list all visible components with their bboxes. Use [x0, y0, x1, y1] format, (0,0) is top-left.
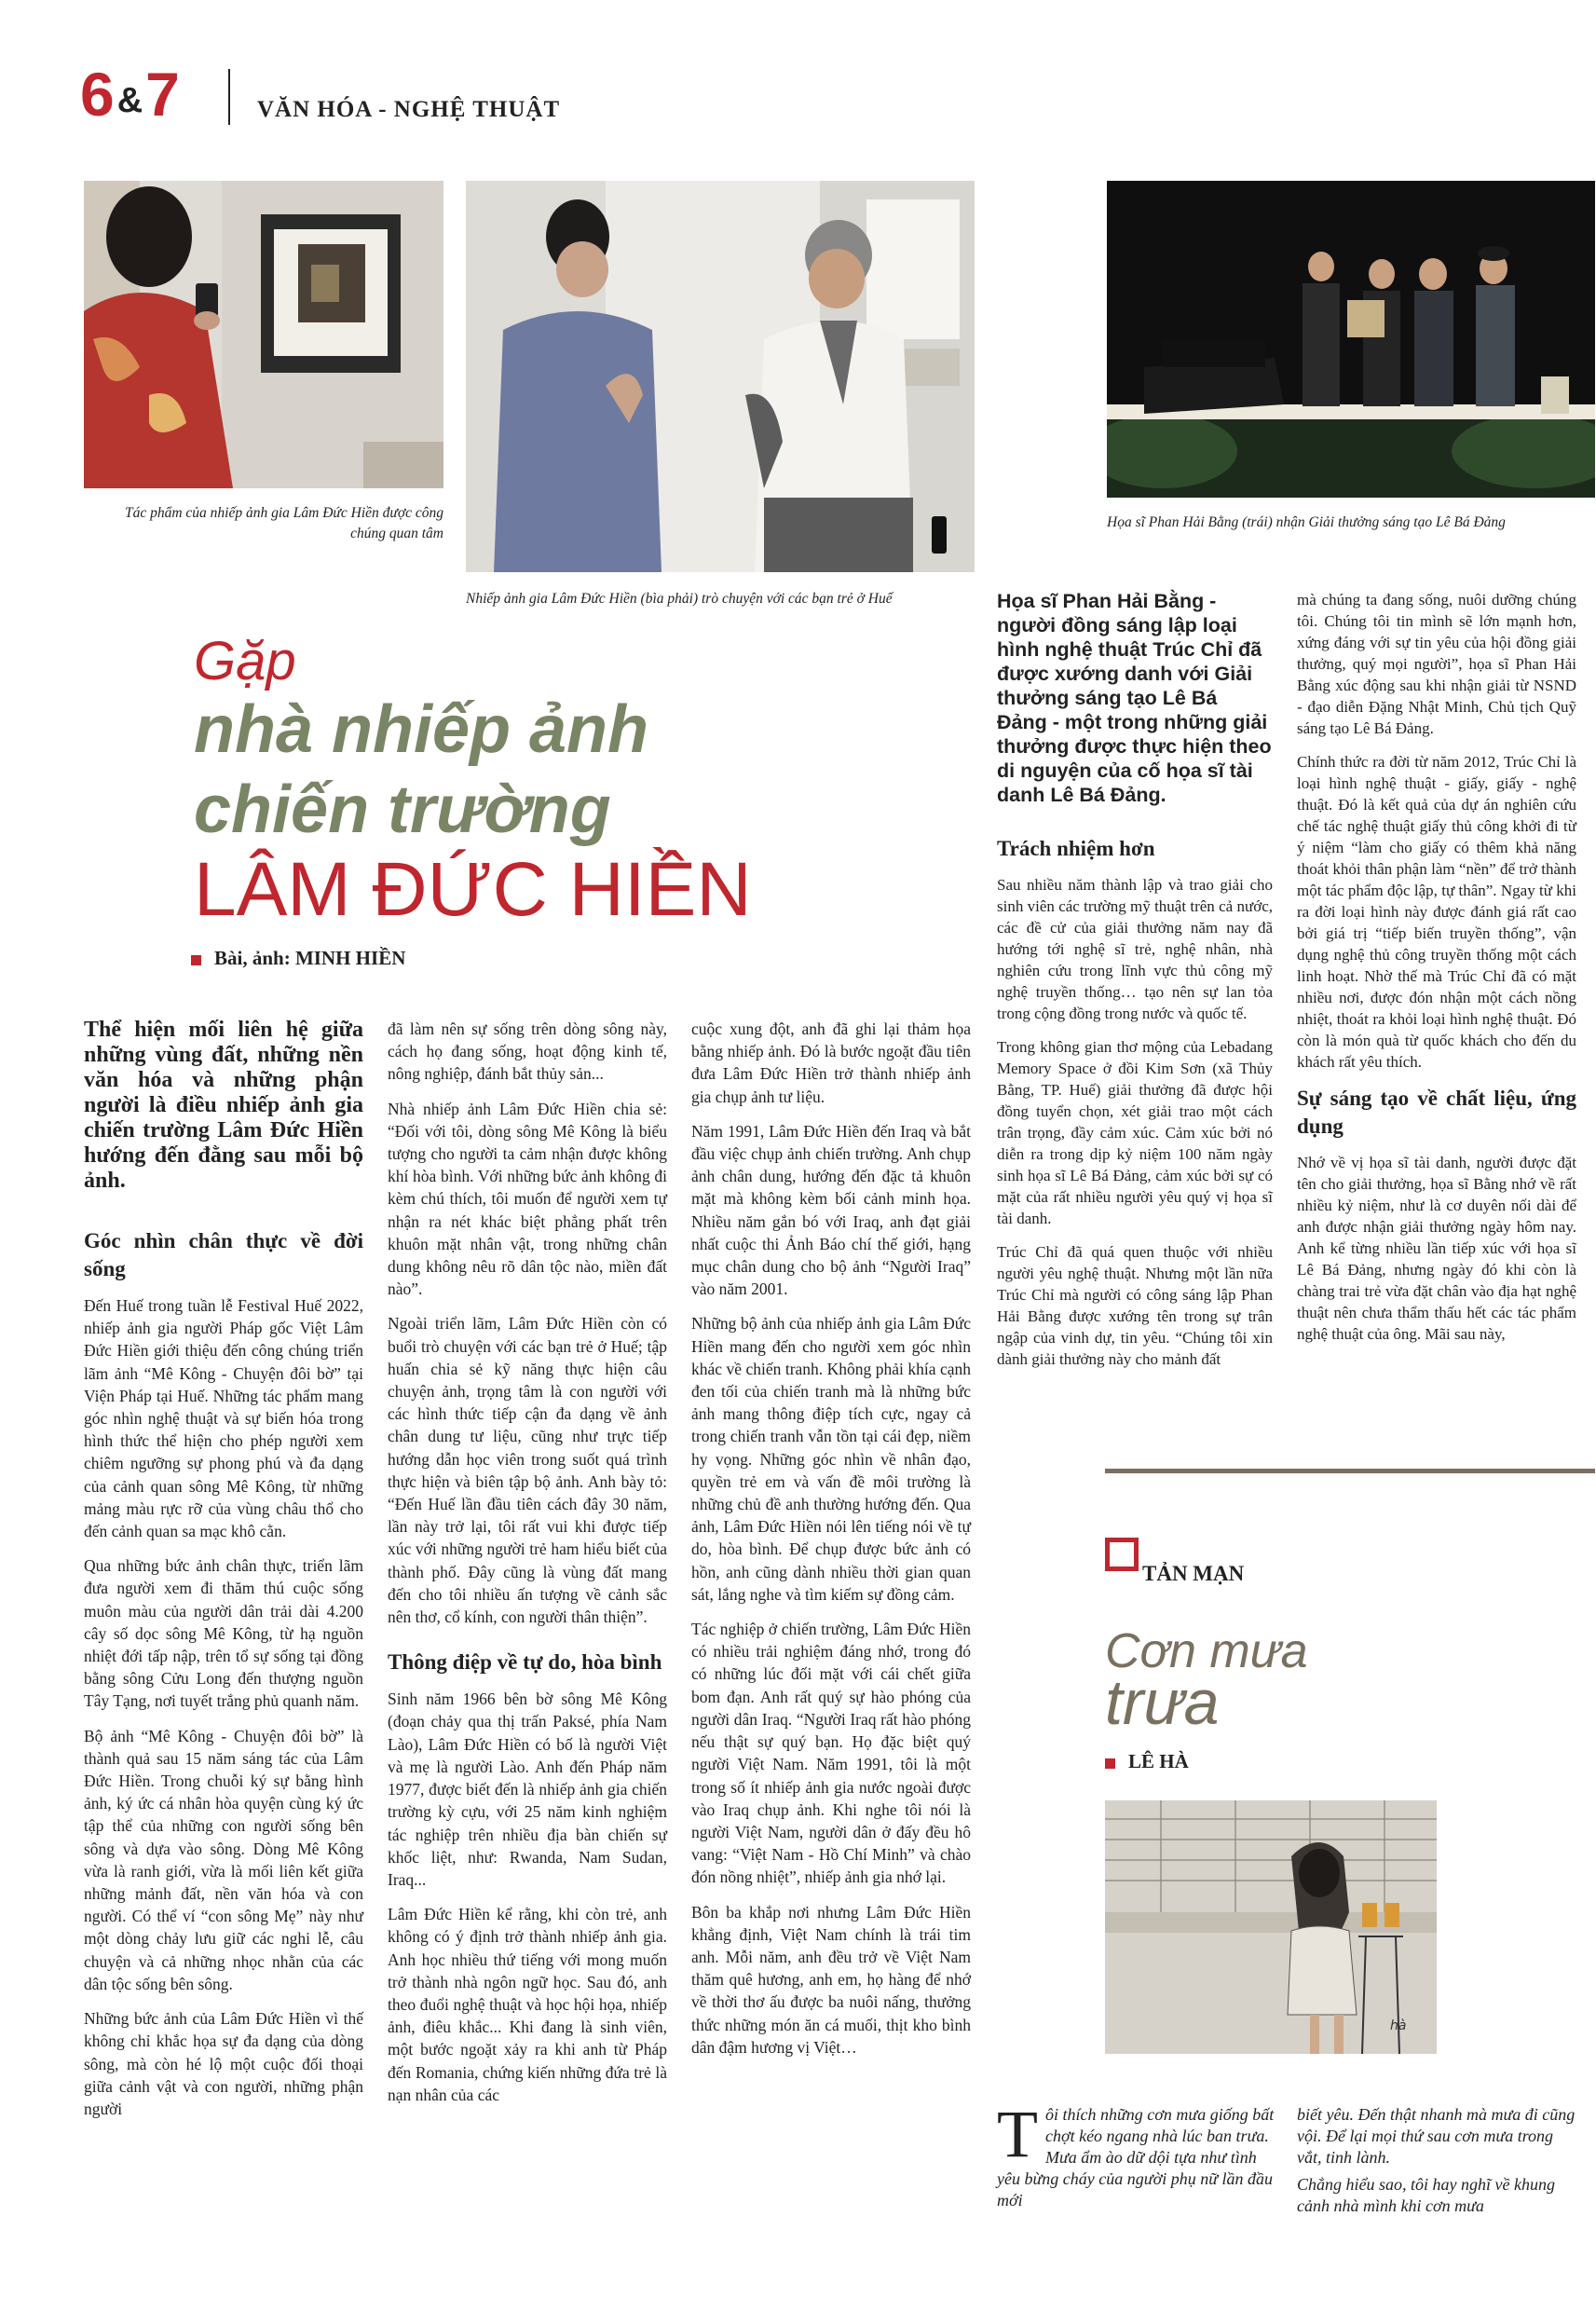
article-lead: Thể hiện mối liên hệ giữa những vùng đất, những nền văn hóa và những phận người là điều nhiếp ảnh gia chiến trường Lâm Đức Hiền hướng đến đằng sau mỗi bộ ảnh.	[84, 1018, 363, 1193]
paragraph: Bộ ảnh “Mê Kông - Chuyện đôi bờ” là thành quả sau 15 năm sáng tác của Lâm Đức Hiền. Trong chuỗi ký sự bằng hình ảnh, ký ức cá nhân hòa quyện cùng ký ức tập thể của những con người sống bên sông và dựa vào sông. Dòng Mê Kông vừa là ranh giới, vừa là mối liên kết giữa những mảnh đất, nền văn hóa và con người. Có thể ví “con sông Mẹ” này như một dòng chảy lưu giữ các nghi lễ, câu chuyện và cả những nhọc nhằn của các dân tộc sống bên sông.	[84, 1726, 363, 1993]
paragraph: Nhà nhiếp ảnh Lâm Đức Hiền chia sẻ: “Đối với tôi, dòng sông Mê Kông là biểu tượng cho người ta cảm nhận được không khí hòa bình. Với những bức ảnh không đi kèm chú thích, tôi muốn để người xem tự nhận ra nét khác biệt phẳng phất trên khuôn mặt nhân vật, trong những chân dung không nêu rõ dân tộc nào, miền đất nào”.	[388, 1099, 667, 1299]
paragraph: Qua những bức ảnh chân thực, triển lãm đưa người xem đi thăm thú cuộc sống muôn màu của người dân trải dài 4.200 cây số dọc sông Mê Kông, từ hạ nguồn nhiệt đới tấp nập, trên tổ sự sống tại đồng bằng sông Cửu Long đến thượng nguồn Tây Tạng, nơi tuyết trắng phủ quanh năm.	[84, 1556, 363, 1711]
title-line-2: chiến trường	[194, 773, 611, 847]
paragraph: mà chúng ta đang sống, nuôi dưỡng chúng tôi. Chúng tôi tin mình sẽ lớn mạnh hơn, xứng đáng với sự tin yêu của hội đồng giải thưởng, quý mọi người”, họa sĩ Phan Hải Bằng xúc động sau khi nhận giải từ NSND - đạo diễn Đặng Nhật Minh, Chủ tịch Quỹ sáng tạo Lê Bá Đảng.	[1297, 591, 1576, 737]
article-column-3	[691, 1018, 971, 2071]
tan-man-column-2	[1297, 2104, 1576, 2217]
paragraph: Bôn ba khắp nơi nhưng Lâm Đức Hiền khẳng định, Việt Nam chính là trái tim anh. Mỗi năm, anh đều trở về Việt Nam thăm quê hương, anh em, họ hàng để nhớ về thời thơ ấu được ba nuôi nấng, thưởng thức những món ăn cá muối, thịt kho bình dân đậm hương vị Việt…	[691, 1902, 971, 2057]
photo1-caption: Tác phẩm của nhiếp ảnh gia Lâm Đức Hiền được công chúng quan tâm	[124, 505, 443, 541]
photo-award-ceremony	[1107, 181, 1595, 498]
paragraph: Tác nghiệp ở chiến trường, Lâm Đức Hiền có nhiều trải nghiệm đáng nhớ, trong đó có những lúc đối mặt với cái chết giữa bom đạn. Anh rất quý sự hào phóng của người dân Iraq. “Người Iraq rất hào phóng nếu thật sự quý bạn. Họ đặc biệt quý người Việt Nam. Năm 1991, tôi là một trong số ít nhiếp ảnh gia nước ngoài được vào Iraq chụp ảnh. Khi nghe tôi nói là người Việt Nam, người dân ở đấy đều hô vang: “Việt Nam - Hồ Chí Minh” và chào đón nồng nhiệt”, nhiếp ảnh gia nhớ lại.	[691, 1620, 971, 1887]
second-article-column-1	[997, 589, 1273, 1382]
tan-man-divider	[1105, 1469, 1595, 1473]
second-subhead-1: Trách nhiệm hơn	[997, 837, 1155, 860]
paragraph: Lâm Đức Hiền kể rằng, khi còn trẻ, anh không có ý định trở thành nhiếp ảnh gia. Anh học nhiều thứ tiếng với mong muốn trở thành nhà ngôn ngữ học. Sau đó, anh theo đuổi nghệ thuật và học hội họa, nhiếp ảnh, điêu khắc... Khi đang là sinh viên, một bước ngoặt xảy ra khi anh từ Pháp đến Romania, chứng kiến những đứa trẻ là nạn nhân của các	[388, 1905, 667, 2104]
photo3-caption: Họa sĩ Phan Hải Bằng (trái) nhận Giải thưởng sáng tạo Lê Bá Đảng	[1107, 514, 1506, 530]
tan-man-column-1	[997, 2097, 1276, 2211]
paragraph: biết yêu. Đến thật nhanh mà mưa đi cũng vội. Để lại mọi thứ sau cơn mưa trong vắt, tinh lành.	[1297, 2105, 1576, 2167]
paragraph: Nhớ về vị họa sĩ tài danh, người được đặt tên cho giải thưởng, họa sĩ Bằng nhớ về rất nhiều kỷ niệm, như là cơ duyên nối dài để anh được nhận giải thưởng ngày hôm nay. Anh kể từng nhiều lần tiếp xúc với họa sĩ Lê Bá Đảng, nhưng ngày đó khi còn là chàng trai trẻ vừa đặt chân vào địa hạt nghệ thuật nên chưa thẩm thấu hết các tác phẩm nghệ thuật của ông. Mãi sau này,	[1297, 1154, 1576, 1343]
tan-man-title-1: Cơn mưa	[1105, 1624, 1308, 1678]
article-column-2	[388, 1018, 667, 2118]
article-title	[194, 690, 846, 850]
article-title-name: LÂM ĐỨC HIỀN	[194, 847, 752, 932]
paragraph: Sau nhiều năm thành lập và trao giải cho sinh viên các trường mỹ thuật trên cả nước, các đề cử của giải thưởng năm nay đã hướng tới nghệ sĩ trẻ, nghệ nhân, nhà nghiên cứu trong lĩnh vực thủ công mỹ nghệ truyền thống… tạo nên sự lan tỏa trong cộng đồng trong nước và quốc tế.	[997, 876, 1273, 1022]
paragraph: Đến Huế trong tuần lễ Festival Huế 2022, nhiếp ảnh gia người Pháp gốc Việt Lâm Đức Hiền giới thiệu đến công chúng triển lãm ảnh “Mê Kông - Chuyện đôi bờ” tại Viện Pháp tại Huế. Những tác phẩm mang góc nhìn nghệ thuật và sự biến hóa trong hình thức thể hiện cho phép người xem chiêm ngưỡng sự phong phú và đa dạng của cảnh quan sông Mê Kông, từ những mảng màu rực rỡ của vùng châu thổ cho đến cảnh quan sa mạc khô cằn.	[84, 1296, 363, 1541]
paragraph: cuộc xung đột, anh đã ghi lại thảm họa bằng nhiếp ảnh. Đó là bước ngoặt đầu tiên đưa Lâm Đức Hiền trở thành nhiếp ảnh gia chụp ảnh tư liệu.	[691, 1019, 971, 1106]
paragraph: Trong không gian thơ mộng của Lebadang Memory Space ở đồi Kim Sơn (xã Thủy Bằng, TP. Huế) giải thưởng đã được hội đồng tuyển chọn, xét giải trao một cách trân trọng, đầy cảm xúc. Cảm xúc bởi nó diễn ra trong dịp kỷ niệm 100 năm ngày sinh họa sĩ Lê Bá Đảng, cảm xúc bởi sự có mặt của rất nhiều người yêu quý vị họa sĩ tài danh.	[997, 1038, 1273, 1227]
subhead-1: Góc nhìn chân thực về đời sống	[84, 1229, 363, 1280]
second-article-body-1	[997, 835, 1273, 1370]
paragraph: đã làm nên sự sống trên dòng sông này, cách họ đang sống, hoạt động kinh tế, nông nghiệp, đánh bắt thủy sản...	[388, 1019, 667, 1084]
paragraph: Những bộ ảnh của nhiếp ảnh gia Lâm Đức Hiền mang đến cho người xem góc nhìn khác về chiến tranh. Không phải khía cạnh đen tối của chiến tranh mà là những bức ảnh mang thông điệp tích cực, ngay cả trong chiến tranh vẫn tồn tại cái đẹp, niềm hy vọng. Những góc nhìn về nhân đạo, quyền trẻ em và vấn đề môi trường là những chủ đề anh thường hướng đến. Qua ảnh, Lâm Đức Hiền nói lên tiếng nói về tự do, hòa bình. Để chụp được bức ảnh có hồn, anh cũng dành nhiều thời gian quan sát, lắng nghe và tìm kiếm sự đồng cảm.	[691, 1314, 971, 1604]
second-subhead-2: Sự sáng tạo về chất liệu, ứng dụng	[1297, 1087, 1576, 1138]
tan-man-box-icon	[1105, 1538, 1139, 1571]
paragraph: Chính thức ra đời từ năm 2012, Trúc Chỉ là loại hình nghệ thuật - giấy, giấy - nghệ thuật. Đó là kết quả của dự án nghiên cứu chế tác nghệ thuật giấy thủ công khởi đi từ ý niệm “làm cho giấy có thêm khả năng thoát khỏi thân phận làm “nền” để trở thành một tác phẩm độc lập, tự thân”. Ngay từ khi ra đời loại hình này được đánh giá rất cao bởi giá trị “tiếp biến truyền thống”, vận dụng nghệ thủ công truyền thống một cách linh hoạt. Nhờ thế mà Trúc Chỉ đã có mặt nhiều nơi, được đón nhận một cách nồng nhiệt, thoát ra khỏi loại hình nghệ thuật. Đó còn là món quà từ quốc khách cho đến du khách rất yêu thích.	[1297, 753, 1576, 1071]
header-divider	[228, 69, 230, 125]
paragraph: Chẳng hiểu sao, tôi hay nghĩ về khung cảnh nhà mình khi cơn mưa	[1297, 2175, 1555, 2215]
paragraph: Những bức ảnh của Lâm Đức Hiền vì thế không chỉ khắc họa sự đa dạng của dòng sông, mà còn hé lộ một cuộc đối thoại giữa cảnh vật và con người, những phận người	[84, 2009, 363, 2118]
drop-cap: T	[997, 2097, 1038, 2171]
tan-man-title-2: trưa	[1105, 1667, 1220, 1738]
illustration-signature: hà	[1390, 2018, 1407, 2033]
article-kicker: Gặp	[194, 631, 296, 691]
tan-man-label: TẢN MẠN	[1142, 1562, 1245, 1585]
photo-conversation	[466, 181, 975, 572]
photo2-caption: Nhiếp ảnh gia Lâm Đức Hiền (bìa phải) trò chuyện với các bạn trẻ ở Huế	[466, 591, 893, 607]
second-article-column-2	[1297, 589, 1576, 1357]
paragraph: Trúc Chỉ đã quá quen thuộc với nhiều người yêu nghệ thuật. Nhưng một lần nữa Trúc Chỉ mà người có công sáng lập Phan Hải Bằng được xướng tên trong sự trân ngập của vinh dự, tin yêu. “Chúng tôi xin dành giải thưởng này cho mảnh đất	[997, 1243, 1273, 1368]
photo-gallery-visitor	[84, 181, 443, 488]
article-column-1	[84, 1018, 363, 2132]
paragraph: Sinh năm 1966 bên bờ sông Mê Kông (đoạn chảy qua thị trấn Paksé, phía Nam Lào), Lâm Đức Hiền có bố là người Việt và mẹ là người Lào. Anh đến Pháp năm 1977, được biết đến là nhiếp ảnh gia chiến trường kỳ cựu, với 25 năm kinh nghiệm tác nghiệp trên nhiều địa bàn chiến sự khốc liệt, như: Rwanda, Nam Sudan, Iraq...	[388, 1690, 667, 1889]
paragraph: Ngoài triển lãm, Lâm Đức Hiền còn có buổi trò chuyện với các bạn trẻ ở Huế; tập huấn chia sẻ kỹ năng thực hiện câu chuyện ảnh, trọng tâm là con người với các hình thức tiếp cận đa dạng về ảnh chân dung tư liệu, cũng như trực tiếp hướng dẫn học viên trong suốt quá trình thực hiện và biên tập bộ ảnh. Anh bày tỏ: “Đến Huế lần đầu tiên cách đây 30 năm, lần này trở lại, tôi rất vui khi được tiếp xúc với những người trẻ ham hiểu biết của thành phố. Đây cũng là vùng đất mang đến cho tôi nhiều ấn tượng về cảnh sắc nên thơ, cổ kính, con người thân thiện”.	[388, 1314, 667, 1627]
page-number: 6 &7	[80, 60, 179, 129]
paragraph: ôi thích những cơn mưa giống bất chợt kéo ngang nhà lúc ban trưa. Mưa ẩm ào dữ dội tựa như tình yêu bừng cháy của người phụ nữ lần đầu mới	[997, 2105, 1275, 2209]
author-marker	[1105, 1758, 1115, 1769]
paragraph: Năm 1991, Lâm Đức Hiền đến Iraq và bắt đầu việc chụp ảnh chiến trường. Anh chụp ảnh chân dung, hướng đến đặc tả khuôn mặt mà không kèm bối cảnh minh họa. Nhiều năm gắn bó với Iraq, anh đạt giải nhất cuộc thi Ảnh Báo chí thế giới, hạng mục chân dung cho bộ ảnh “Người Iraq” vào năm 2001.	[691, 1121, 971, 1299]
tan-man-author: LÊ HÀ	[1105, 1750, 1189, 1773]
tan-man-illustration	[1105, 1800, 1437, 2054]
byline-marker	[191, 955, 201, 965]
section-title: VĂN HÓA - NGHỆ THUẬT	[257, 97, 561, 122]
subhead-2: Thông điệp về tự do, hòa bình	[388, 1650, 662, 1675]
byline: Bài, ảnh: MINH HIỀN	[191, 947, 405, 970]
second-article-sapo: Họa sĩ Phan Hải Bằng - người đồng sáng lập loại hình nghệ thuật Trúc Chỉ đã được xướng danh với Giải thưởng sáng tạo Lê Bá Đảng - một trong những giải thưởng được thực hiện theo di nguyện của cố họa sĩ tài danh Lê Bá Đảng.	[997, 590, 1272, 806]
title-line-1: nhà nhiếp ảnh	[194, 692, 649, 767]
